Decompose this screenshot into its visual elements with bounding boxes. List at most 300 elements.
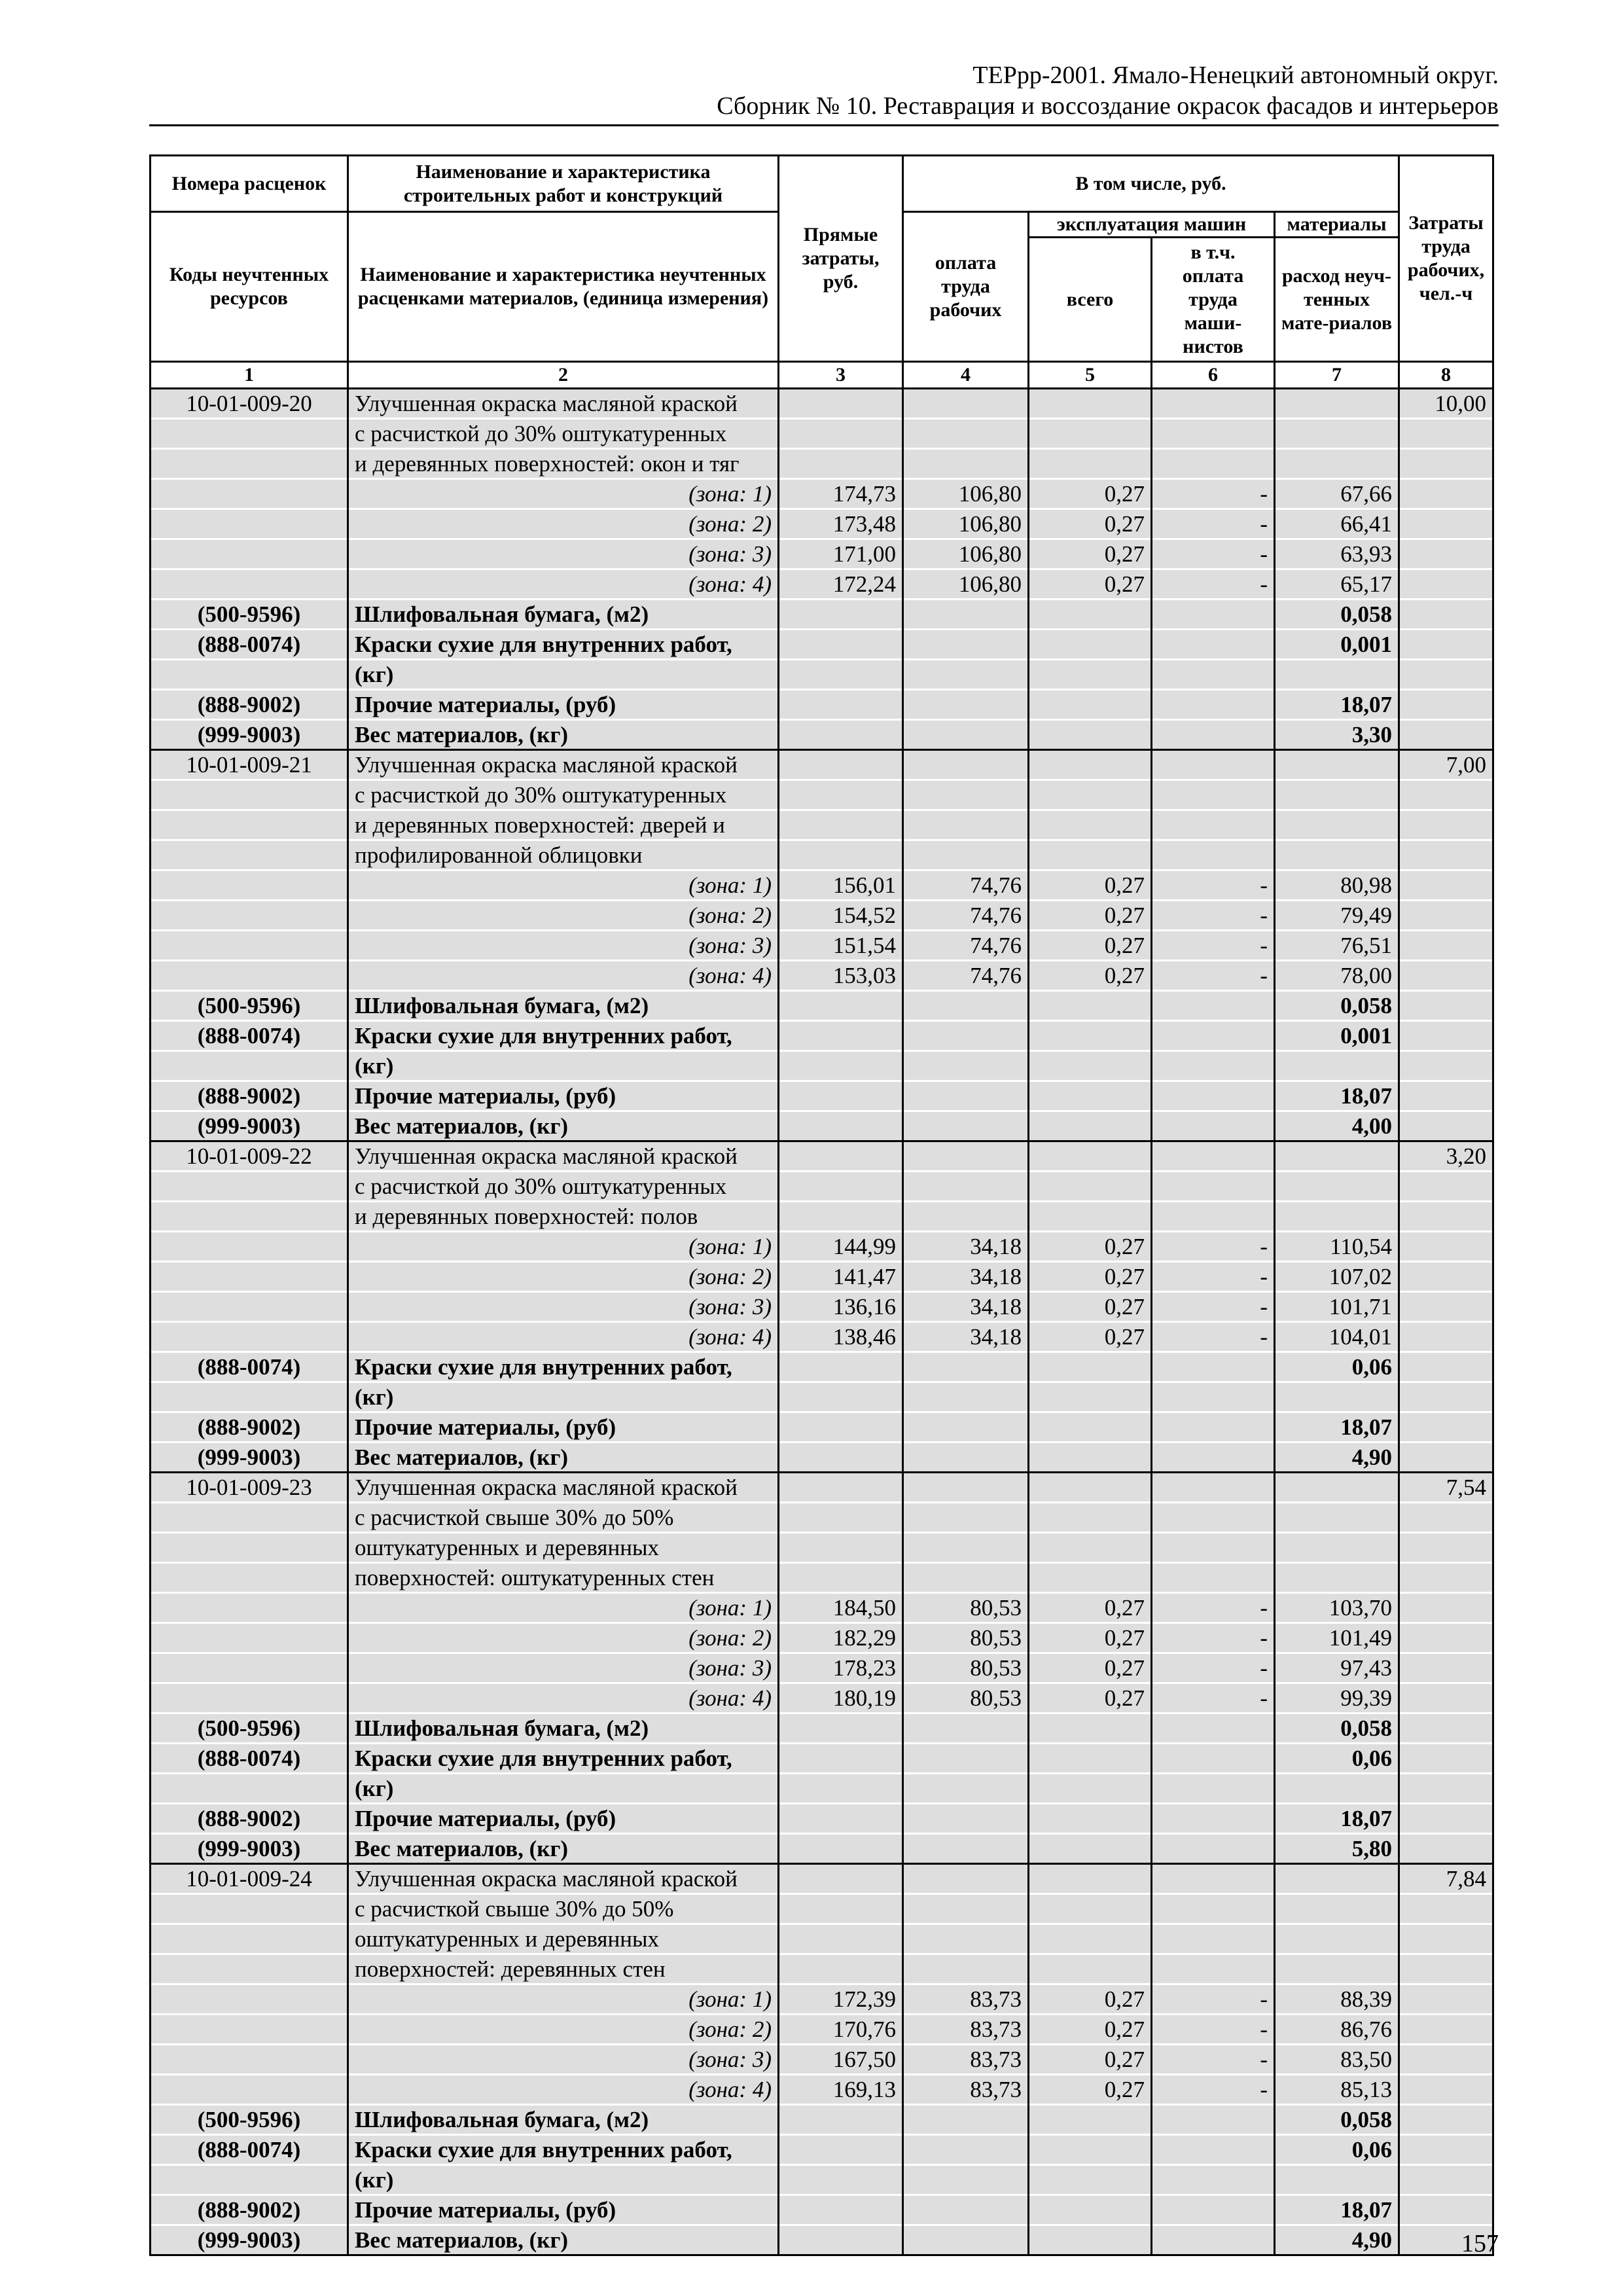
empty-cell [1399,1804,1493,1834]
empty-cell [1399,1021,1493,1051]
empty-cell [779,1924,903,1954]
resource-name-line: Прочие материалы, (руб) [348,2195,779,2225]
col4-header: оплата труда рабочих [903,212,1029,362]
machinist-wages: - [1152,1623,1275,1653]
materials-cost: 78,00 [1275,961,1399,991]
empty-cell [1399,2045,1493,2075]
empty-cell [151,449,348,479]
empty-cell [1152,660,1275,690]
wages-cost: 83,73 [903,2045,1029,2075]
zone-row [151,1262,1493,1292]
resource-name-line: Шлифовальная бумага, (м2) [348,991,779,1021]
empty-cell [903,630,1029,660]
rate-name-row [151,1563,1493,1593]
empty-cell [903,1473,1029,1503]
empty-cell [779,810,903,840]
zone-row [151,1683,1493,1713]
resource-row [151,1713,1493,1744]
column-number: 2 [348,362,779,389]
resource-code: (888-0074) [151,1352,348,1382]
empty-cell [151,1683,348,1713]
empty-cell [1275,1202,1399,1232]
resource-code: (500-9596) [151,2105,348,2135]
rate-name-line: Улучшенная окраска масляной краской [348,389,779,419]
materials-cost: 65,17 [1275,569,1399,600]
empty-cell [1399,419,1493,449]
empty-cell [1399,1292,1493,1322]
empty-cell [903,780,1029,810]
empty-cell [1275,1563,1399,1593]
empty-cell [151,1924,348,1954]
direct-cost: 180,19 [779,1683,903,1713]
zone-row [151,1322,1493,1352]
empty-cell [779,1051,903,1081]
direct-cost: 141,47 [779,1262,903,1292]
empty-cell [1152,1111,1275,1141]
empty-cell [903,1111,1029,1141]
resource-row [151,1412,1493,1443]
resource-row [151,1051,1493,1081]
rate-block [151,1473,1493,1864]
zone-row [151,1623,1493,1653]
machinist-wages: - [1152,1984,1275,2015]
resource-name-line: Прочие материалы, (руб) [348,1412,779,1443]
empty-cell [903,1924,1029,1954]
empty-cell [1399,449,1493,479]
machinist-wages: - [1152,539,1275,569]
empty-cell [1399,1503,1493,1533]
empty-cell [151,1262,348,1292]
resource-row [151,2195,1493,2225]
empty-cell [903,810,1029,840]
empty-cell [1399,961,1493,991]
empty-cell [779,840,903,870]
empty-cell [1029,1864,1152,1894]
col1-top-header: Номера расценок [151,156,348,212]
resource-row [151,2225,1493,2255]
page-number: 157 [1461,2230,1499,2257]
zone-row [151,539,1493,569]
rate-block [151,389,1493,750]
zone-label: (зона: 1) [348,1593,779,1623]
column-number: 6 [1152,362,1275,389]
empty-cell [1399,660,1493,690]
resource-code: (888-9002) [151,2195,348,2225]
empty-cell [779,1744,903,1774]
empty-cell [1029,1202,1152,1232]
empty-cell [151,2015,348,2045]
empty-cell [903,690,1029,720]
empty-cell [1275,1172,1399,1202]
empty-cell [903,1804,1029,1834]
empty-cell [1275,1774,1399,1804]
wages-cost: 34,18 [903,1262,1029,1292]
empty-cell [1152,1051,1275,1081]
machines-cost: 0,27 [1029,1683,1152,1713]
empty-cell [1399,840,1493,870]
zone-row [151,901,1493,931]
empty-cell [1152,1924,1275,1954]
materials-cost: 79,49 [1275,901,1399,931]
machines-cost: 0,27 [1029,901,1152,931]
materials-cost: 97,43 [1275,1653,1399,1683]
zone-row [151,2075,1493,2105]
empty-cell [903,1713,1029,1744]
materials-cost: 67,66 [1275,479,1399,509]
empty-cell [151,1954,348,1984]
empty-cell [903,2105,1029,2135]
empty-cell [903,389,1029,419]
zone-label: (зона: 1) [348,479,779,509]
zone-row [151,870,1493,901]
direct-cost: 172,24 [779,569,903,600]
machinist-wages: - [1152,901,1275,931]
resource-quantity: 0,001 [1275,630,1399,660]
empty-cell [779,1894,903,1924]
empty-cell [1399,991,1493,1021]
table-head [151,156,1493,389]
empty-cell [1275,449,1399,479]
empty-cell [779,690,903,720]
wages-cost: 106,80 [903,509,1029,539]
empty-cell [903,840,1029,870]
empty-cell [1399,1593,1493,1623]
resource-code: (999-9003) [151,1111,348,1141]
rate-block [151,1141,1493,1473]
materials-cost: 107,02 [1275,1262,1399,1292]
empty-cell [151,1232,348,1262]
direct-cost: 167,50 [779,2045,903,2075]
empty-cell [1152,1864,1275,1894]
empty-cell [151,1172,348,1202]
empty-cell [1029,1443,1152,1473]
empty-cell [1275,1051,1399,1081]
empty-cell [903,1744,1029,1774]
machines-cost: 0,27 [1029,539,1152,569]
machines-cost: 0,27 [1029,509,1152,539]
materials-cost: 85,13 [1275,2075,1399,2105]
zone-label: (зона: 2) [348,1623,779,1653]
empty-cell [1275,1473,1399,1503]
empty-cell [1029,600,1152,630]
col5-header: всего [1029,238,1152,362]
empty-cell [151,870,348,901]
resource-row [151,1774,1493,1804]
machines-cost: 0,27 [1029,1653,1152,1683]
zone-row [151,2045,1493,2075]
empty-cell [1152,1503,1275,1533]
resource-name-line: (кг) [348,660,779,690]
resource-code: (888-0074) [151,1021,348,1051]
empty-cell [779,991,903,1021]
empty-cell [1029,2105,1152,2135]
rate-name-line: и деревянных поверхностей: полов [348,1202,779,1232]
empty-cell [1029,780,1152,810]
empty-cell [151,1382,348,1412]
resource-name-line: Краски сухие для внутренних работ, [348,1352,779,1382]
empty-cell [779,1954,903,1984]
running-header [149,60,1499,126]
empty-cell [1399,569,1493,600]
resource-name-line: Вес материалов, (кг) [348,2225,779,2255]
direct-cost: 171,00 [779,539,903,569]
resource-code: (999-9003) [151,1443,348,1473]
resource-code: (888-9002) [151,1804,348,1834]
empty-cell [1399,509,1493,539]
wages-cost: 106,80 [903,479,1029,509]
wages-cost: 83,73 [903,1984,1029,2015]
empty-cell [1029,1382,1152,1412]
wages-cost: 80,53 [903,1623,1029,1653]
empty-cell [151,1292,348,1322]
zone-label: (зона: 4) [348,1322,779,1352]
empty-cell [1152,1533,1275,1563]
empty-cell [1029,2135,1152,2165]
zone-label: (зона: 2) [348,901,779,931]
zone-row [151,2015,1493,2045]
empty-cell [1399,1111,1493,1141]
wages-cost: 106,80 [903,569,1029,600]
empty-cell [1275,810,1399,840]
direct-cost: 154,52 [779,901,903,931]
empty-cell [1275,1864,1399,1894]
wages-cost: 80,53 [903,1593,1029,1623]
empty-cell [1275,1141,1399,1172]
col2-bottom-header: Наименование и характеристика неучтенных расценками материалов, (единица измерения) [348,212,779,362]
empty-cell [1029,1774,1152,1804]
empty-cell [1152,1954,1275,1984]
labor-cost: 7,54 [1399,1473,1493,1503]
empty-cell [779,389,903,419]
empty-cell [1029,419,1152,449]
wages-cost: 74,76 [903,901,1029,931]
zone-row [151,1232,1493,1262]
empty-cell [779,600,903,630]
header-line-1: ТЕРрр-2001. Ямало-Ненецкий автономный округ. [972,62,1499,89]
empty-cell [151,1774,348,1804]
empty-cell [903,1172,1029,1202]
empty-cell [1275,1924,1399,1954]
empty-cell [779,660,903,690]
rate-name-line: Улучшенная окраска масляной краской [348,750,779,780]
rate-code: 10-01-009-21 [151,750,348,780]
empty-cell [1152,1563,1275,1593]
machinist-wages: - [1152,2045,1275,2075]
empty-cell [903,2195,1029,2225]
empty-cell [903,449,1029,479]
machines-cost: 0,27 [1029,2015,1152,2045]
direct-cost: 136,16 [779,1292,903,1322]
empty-cell [1152,1081,1275,1111]
rate-name-row [151,810,1493,840]
empty-cell [903,600,1029,630]
resource-name-line: (кг) [348,1051,779,1081]
resource-name-line: Шлифовальная бумага, (м2) [348,2105,779,2135]
empty-cell [1029,1111,1152,1141]
wages-cost: 34,18 [903,1322,1029,1352]
resource-row [151,690,1493,720]
empty-cell [903,419,1029,449]
resource-row [151,630,1493,660]
empty-cell [779,419,903,449]
machines-cost: 0,27 [1029,1262,1152,1292]
empty-cell [151,419,348,449]
zone-label: (зона: 3) [348,2045,779,2075]
empty-cell [903,1503,1029,1533]
empty-cell [1399,630,1493,660]
resource-code: (888-0074) [151,1744,348,1774]
empty-cell [1399,1352,1493,1382]
empty-cell [1152,2105,1275,2135]
zone-row [151,961,1493,991]
empty-cell [779,1864,903,1894]
resource-name-line: Прочие материалы, (руб) [348,690,779,720]
materials-cost: 76,51 [1275,931,1399,961]
resource-row [151,1382,1493,1412]
empty-cell [903,1563,1029,1593]
empty-cell [1029,690,1152,720]
wages-cost: 34,18 [903,1232,1029,1262]
wages-cost: 34,18 [903,1292,1029,1322]
rate-block [151,1864,1493,2255]
rate-code: 10-01-009-22 [151,1141,348,1172]
materials-cost: 103,70 [1275,1593,1399,1623]
resource-code: (888-0074) [151,2135,348,2165]
empty-cell [1029,1081,1152,1111]
empty-cell [1399,1322,1493,1352]
machines-cost: 0,27 [1029,569,1152,600]
resource-code: (999-9003) [151,2225,348,2255]
empty-cell [1029,630,1152,660]
labor-cost: 10,00 [1399,389,1493,419]
rate-name-row [151,840,1493,870]
rate-name-row [151,1503,1493,1533]
empty-cell [1275,1382,1399,1412]
machines-cost: 0,27 [1029,1292,1152,1322]
empty-cell [1029,1021,1152,1051]
zone-row [151,1292,1493,1322]
resource-row [151,1443,1493,1473]
rate-code: 10-01-009-24 [151,1864,348,1894]
empty-cell [1399,690,1493,720]
materials-cost: 110,54 [1275,1232,1399,1262]
empty-cell [903,1141,1029,1172]
resource-code: (999-9003) [151,720,348,750]
rate-name-row [151,1172,1493,1202]
empty-cell [1275,750,1399,780]
empty-cell [779,2165,903,2195]
resource-quantity: 18,07 [1275,2195,1399,2225]
empty-cell [151,2165,348,2195]
empty-cell [151,901,348,931]
empty-cell [1275,2165,1399,2195]
rate-name-row [151,750,1493,780]
resource-quantity: 4,90 [1275,2225,1399,2255]
empty-cell [1029,660,1152,690]
materials-cost: 83,50 [1275,2045,1399,2075]
machinist-wages: - [1152,1593,1275,1623]
machinist-wages: - [1152,2075,1275,2105]
empty-cell [1399,1443,1493,1473]
empty-cell [903,1954,1029,1984]
empty-cell [1152,1894,1275,1924]
empty-cell [1399,1202,1493,1232]
empty-cell [1399,810,1493,840]
rate-name-row [151,1954,1493,1984]
empty-cell [779,750,903,780]
empty-cell [1029,1141,1152,1172]
resource-name-line: Шлифовальная бумага, (м2) [348,1713,779,1744]
zone-row [151,569,1493,600]
empty-cell [1029,1563,1152,1593]
empty-cell [1152,1202,1275,1232]
resource-row [151,1081,1493,1111]
rate-code: 10-01-009-23 [151,1473,348,1503]
empty-cell [1152,1443,1275,1473]
empty-cell [1275,840,1399,870]
zone-label: (зона: 3) [348,931,779,961]
resource-name-line: Краски сухие для внутренних работ, [348,1744,779,1774]
empty-cell [1275,1533,1399,1563]
machines-cost: 0,27 [1029,2075,1152,2105]
rate-name-line: оштукатуренных и деревянных [348,1924,779,1954]
resource-quantity: 18,07 [1275,1412,1399,1443]
empty-cell [1152,1172,1275,1202]
empty-cell [1152,1412,1275,1443]
rate-name-line: с расчисткой свыше 30% до 50% [348,1503,779,1533]
empty-cell [1152,419,1275,449]
resource-name-line: Шлифовальная бумага, (м2) [348,600,779,630]
empty-cell [779,1473,903,1503]
empty-cell [1399,1081,1493,1111]
machines-cost: 0,27 [1029,961,1152,991]
labor-cost: 3,20 [1399,1141,1493,1172]
machinist-wages: - [1152,1322,1275,1352]
rate-name-line: Улучшенная окраска масляной краской [348,1864,779,1894]
zone-label: (зона: 1) [348,870,779,901]
empty-cell [903,1051,1029,1081]
resource-quantity: 0,06 [1275,1352,1399,1382]
machines-cost: 0,27 [1029,870,1152,901]
empty-cell [779,1202,903,1232]
resource-name-line: Вес материалов, (кг) [348,1111,779,1141]
empty-cell [779,2225,903,2255]
empty-cell [779,1713,903,1744]
empty-cell [779,1533,903,1563]
zone-row [151,1653,1493,1683]
machines-cost: 0,27 [1029,1232,1152,1262]
empty-cell [1029,1834,1152,1864]
machinist-wages: - [1152,569,1275,600]
empty-cell [903,1382,1029,1412]
empty-cell [903,1834,1029,1864]
empty-cell [1029,1412,1152,1443]
empty-cell [1275,419,1399,449]
zone-label: (зона: 1) [348,1984,779,2015]
empty-cell [1152,720,1275,750]
zone-label: (зона: 2) [348,509,779,539]
empty-cell [1275,389,1399,419]
empty-cell [1152,690,1275,720]
empty-cell [779,1021,903,1051]
resource-quantity: 3,30 [1275,720,1399,750]
resource-code: (500-9596) [151,600,348,630]
empty-cell [1399,600,1493,630]
resource-row [151,1744,1493,1774]
empty-cell [1399,479,1493,509]
wages-cost: 106,80 [903,539,1029,569]
empty-cell [1152,449,1275,479]
